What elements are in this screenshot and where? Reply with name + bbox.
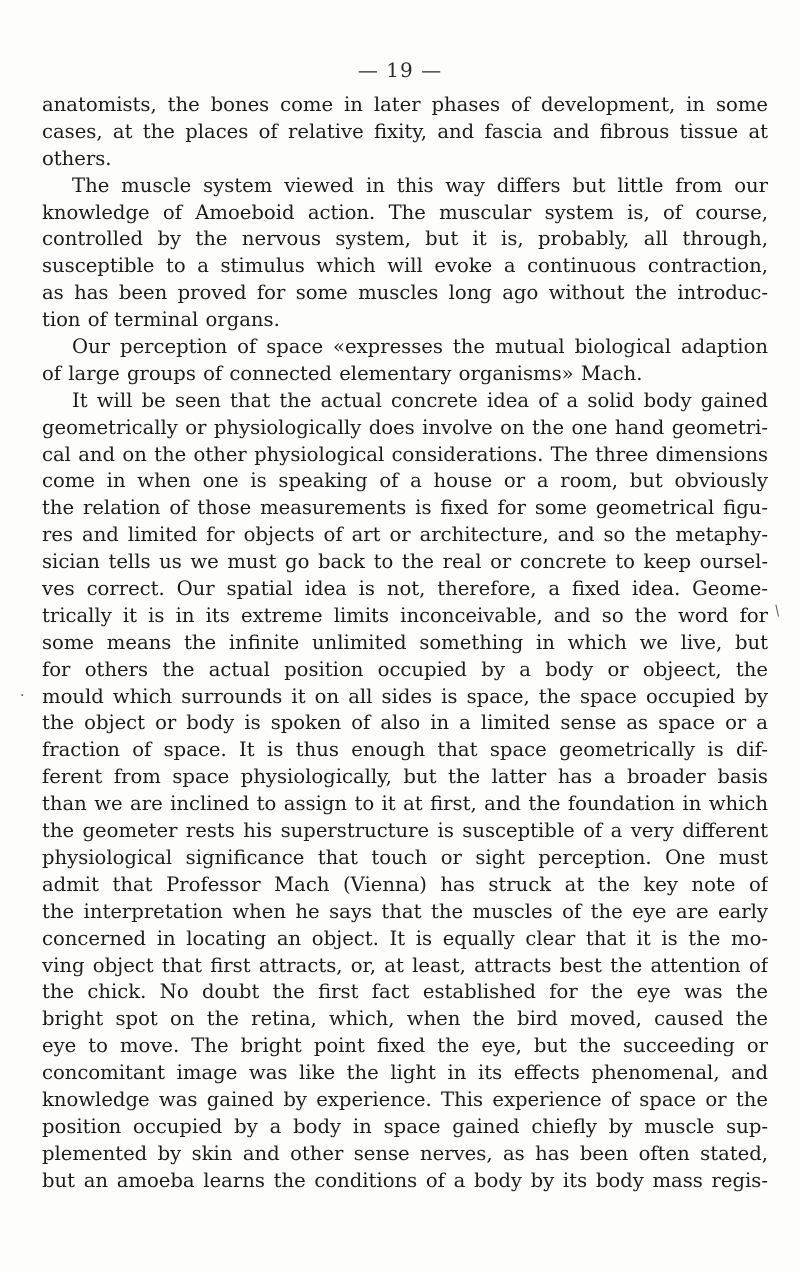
text-line: cases, at the places of relative fixity, and fascia and fibrous tissue at [42,119,768,143]
text-line: plemented by skin and other sense nerves, as has been often stated, [42,1141,768,1165]
text-line: cal and on the other physiological considerations. The three dimensions [42,442,768,466]
text-line: bright spot on the retina, which, when the bird moved, caused the [42,1007,768,1031]
margin-pencil-tick: / [771,602,784,620]
margin-mark: · [20,688,25,704]
text-line: It will be seen that the actual concrete idea of a solid body gained [72,388,768,412]
text-line: admit that Professor Mach (Vienna) has struck at the key note of [42,872,768,896]
text-line: the relation of those measurements is fixed for some geometrical figu- [42,496,768,520]
text-line: physiological significance that touch or sight perception. One must [42,845,768,869]
text-line: res and limited for objects of art or architecture, and so the metaphy- [42,523,768,547]
page-number: — 19 — [357,58,443,82]
text-line: concerned in locating an object. It is equally clear that it is the mo- [42,926,768,950]
body-text [42,92,768,1195]
text-line: anatomists, the bones come in later phases of development, in some [42,93,768,116]
text-line: knowledge was gained by experience. This experience of space or the [42,1087,768,1111]
text-line: knowledge of Amoeboid action. The muscular system is, of course, [42,200,768,224]
text-line: for others the actual position occupied by a body or objeect, the [42,657,768,681]
text-line: the object or body is spoken of also in a limited sense as space or a [42,711,768,735]
text-line: ving object that first attracts, or, at least, attracts best the attention of [42,953,768,977]
text-line: Our perception of space «expresses the mutual biological adaption [72,335,768,359]
text-line: eye to move. The bright point fixed the eye, but the succeeding or [42,1034,768,1058]
text-line: trically it is in its extreme limits inconceivable, and so the word for [42,603,768,627]
text-line: fraction of space. It is thus enough that space geometrically is dif- [42,738,768,762]
text-line: ferent from space physiologically, but the latter has a broader basis [42,765,768,789]
text-line: tion of terminal organs. [42,308,280,332]
text-line: The muscle system viewed in this way differs but little from our [72,173,768,197]
text-line: but an amoeba learns the conditions of a body by its body mass regis- [42,1168,768,1192]
text-line: the interpretation when he says that the muscles of the eye are early [42,899,768,923]
text-line: than we are inclined to assign to it at first, and the foundation in which [42,792,768,816]
text-line: concomitant image was like the light in its effects phenomenal, and [42,1061,768,1085]
text-line: controlled by the nervous system, but it is, probably, all through, [42,227,768,251]
text-line: geometrically or physiologically does involve on the one hand geometri- [42,415,768,439]
text-line: others. [42,146,112,170]
text-line: ves correct. Our spatial idea is not, therefore, a fixed idea. Geome- [42,577,768,601]
text-line: of large groups of connected elementary organisms» Mach. [42,361,643,385]
text-line: as has been proved for some muscles long ago without the introduc- [42,281,768,305]
text-line: some means the infinite unlimited something in which we live, but [42,630,768,654]
text-line: come in when one is speaking of a house or a room, but obviously [42,469,768,493]
text-line: the chick. No doubt the first fact established for the eye was the [42,980,768,1004]
text-line: position occupied by a body in space gained chiefly by muscle sup- [42,1114,768,1138]
text-line: mould which surrounds it on all sides is space, the space occupied by [42,684,768,708]
text-line: susceptible to a stimulus which will evoke a continuous contraction, [42,254,768,278]
text-line: sician tells us we must go back to the real or concrete to keep oursel- [42,550,768,574]
text-line: the geometer rests his superstructure is susceptible of a very different [42,819,768,843]
